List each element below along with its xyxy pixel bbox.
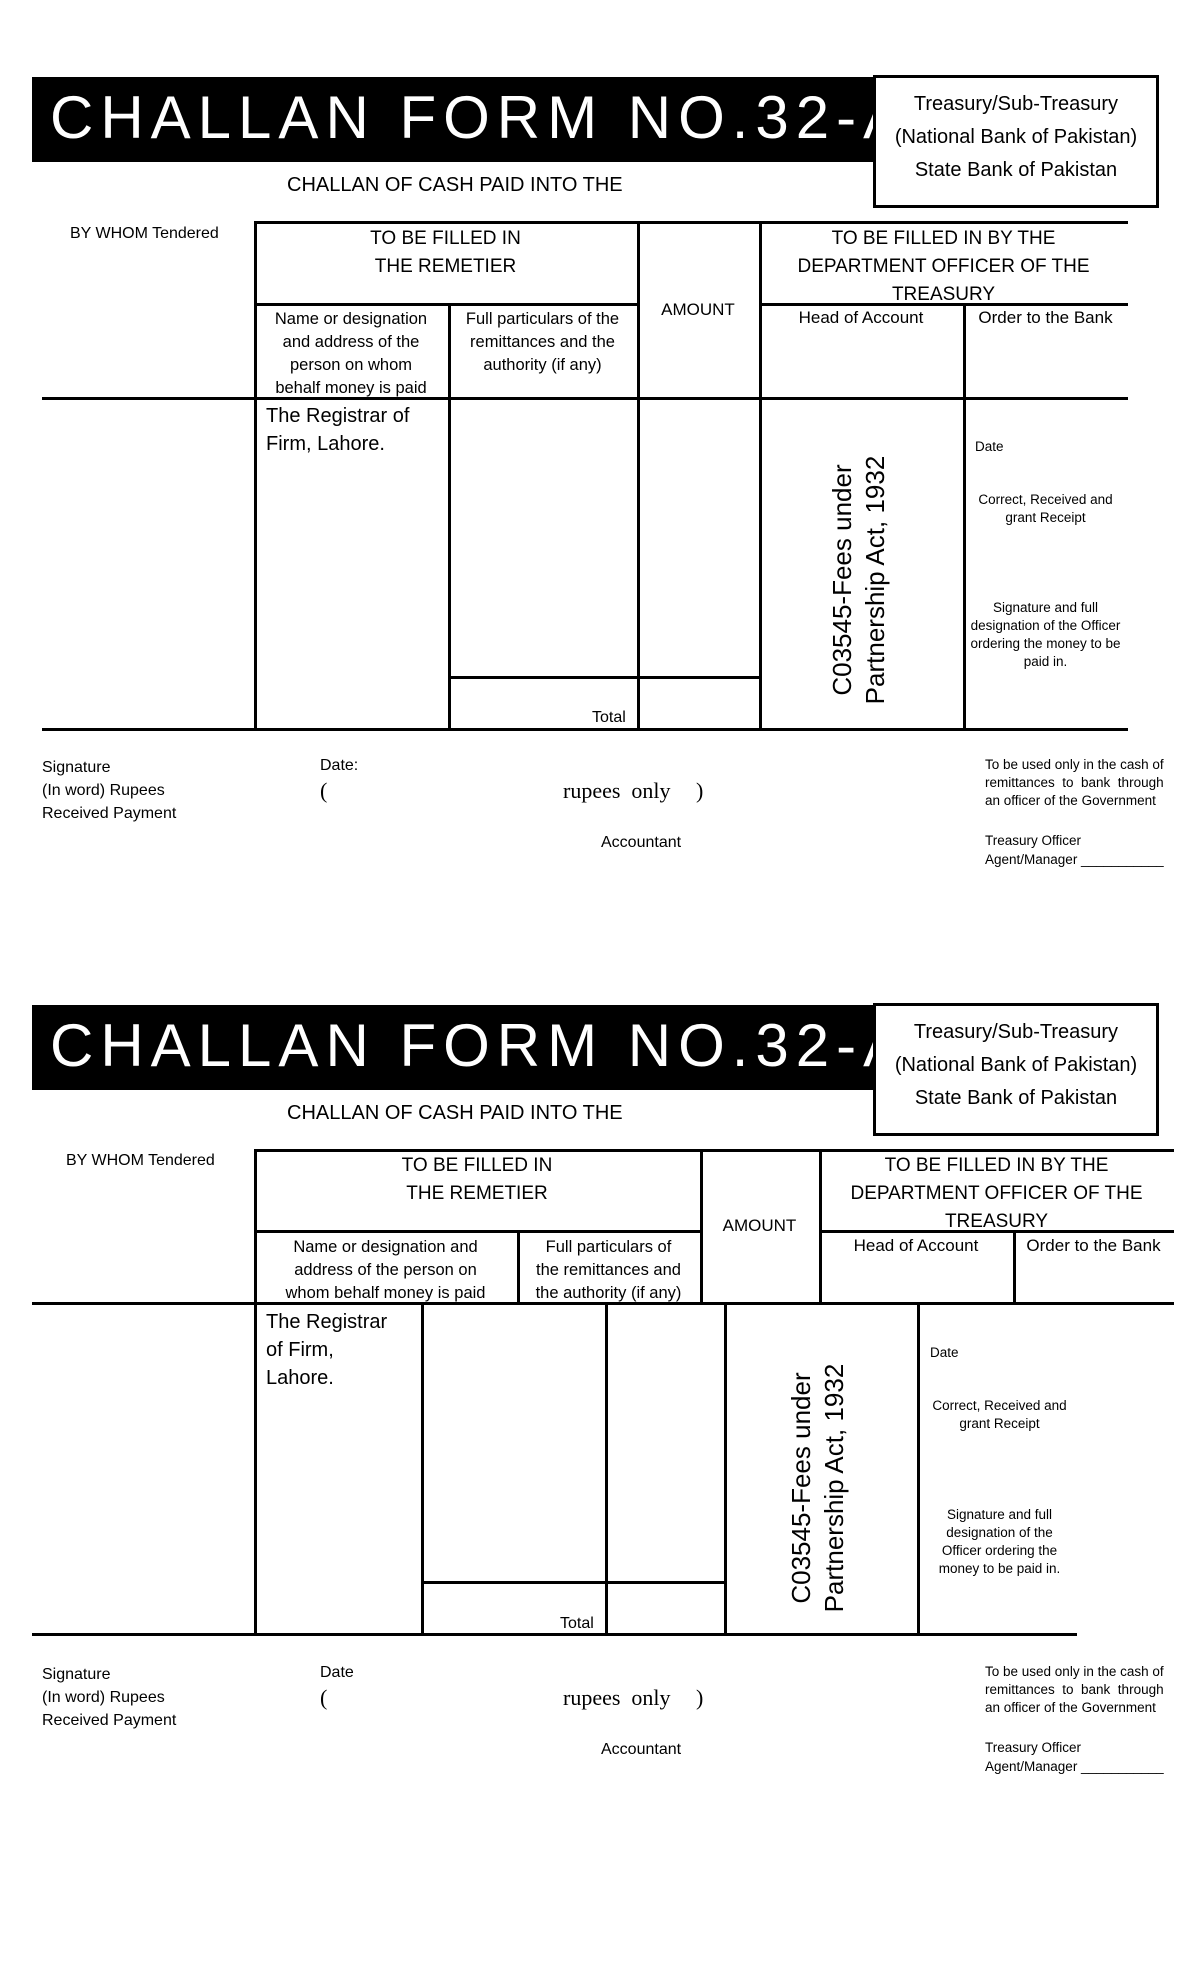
text-line: money to be paid in. (938, 1561, 1061, 1576)
date-field-label: Date: (320, 757, 359, 774)
close-paren: ) (696, 778, 704, 803)
head-code-line: Partnership Act, 1932 (860, 455, 890, 705)
payee-line: The Registrar (266, 1311, 388, 1333)
heading-line: whom behalf money is paid (285, 1284, 486, 1302)
col-line (254, 221, 257, 730)
treasury-line: (National Bank of Pakistan) (894, 126, 1138, 148)
treasury-line: Treasury/Sub-Treasury (913, 93, 1119, 115)
remitter-heading (254, 1152, 700, 1208)
text-line: an officer of the Government (985, 793, 1156, 808)
close-paren: ) (696, 1685, 704, 1710)
heading-line: address of the person on (294, 1261, 477, 1279)
order-to-bank-heading: Order to the Bank (978, 308, 1113, 327)
heading-line: the remittances and (536, 1261, 681, 1279)
text-line: Signature and full (946, 1507, 1053, 1522)
payee-text (266, 402, 409, 458)
treasury-line: (National Bank of Pakistan) (894, 1054, 1138, 1076)
col-line (254, 1149, 257, 1635)
dept-heading (759, 225, 1128, 309)
treasury-officer-label: Treasury Officer (985, 1740, 1082, 1755)
col-line (637, 221, 640, 730)
challan-form-1 (0, 0, 1200, 900)
treasury-box (873, 75, 1159, 208)
text-line: (In word) Rupees (42, 782, 165, 799)
heading-line: the authority (if any) (535, 1284, 682, 1302)
government-note (985, 756, 1165, 810)
text-line: designation of the Officer (970, 618, 1121, 633)
text-line: To be used only in the cash of (985, 757, 1164, 772)
payee-line: The Registrar of (266, 405, 410, 427)
open-paren: ( (320, 778, 328, 803)
accountant-label: Accountant (601, 834, 682, 851)
head-code-vertical (826, 445, 896, 715)
dept-heading-line: TO BE FILLED IN BY THE (831, 228, 1056, 249)
text-line: Received Payment (42, 1712, 177, 1729)
particulars-column-heading (448, 308, 637, 377)
dept-heading-line: DEPARTMENT OFFICER OF THE (797, 256, 1090, 277)
dept-heading-line: TREASURY (891, 284, 996, 305)
challan-form-2 (0, 928, 1200, 1828)
head-of-account-heading: Head of Account (798, 308, 924, 327)
form-subtitle: CHALLAN OF CASH PAID INTO THE (287, 1102, 623, 1124)
text-line: an officer of the Government (985, 1700, 1156, 1715)
rupees-only: rupees only (563, 1685, 671, 1710)
table-bottom-rule (32, 1633, 1077, 1636)
date-field-label: Date (320, 1664, 354, 1681)
rupees-only: rupees only (563, 778, 671, 803)
treasury-line: State Bank of Pakistan (914, 1087, 1118, 1109)
signature-officer-text (917, 1506, 1082, 1578)
payee-text (266, 1308, 387, 1392)
text-line: To be used only in the cash of (985, 1664, 1164, 1679)
dept-heading-line: DEPARTMENT OFFICER OF THE (850, 1183, 1143, 1204)
col-line (605, 1302, 608, 1635)
table-top-rule (254, 221, 1128, 224)
date-label: Date (930, 1345, 959, 1360)
text-line: remittances to bank through (985, 1682, 1164, 1697)
head-code-vertical (785, 1353, 855, 1623)
text-line: grant Receipt (1005, 510, 1086, 525)
open-paren: ( (320, 1685, 328, 1710)
head-code-line: C03545-Fees under (827, 464, 857, 696)
remitter-heading-line: THE REMETIER (406, 1183, 548, 1204)
dept-heading-line: TO BE FILLED IN BY THE (884, 1155, 1109, 1176)
text-line: Signature (42, 759, 111, 776)
by-whom-label: BY WHOM Tendered (70, 225, 219, 242)
text-line: Signature and full (992, 600, 1099, 615)
signature-block (42, 1663, 176, 1732)
text-line: Officer ordering the (941, 1543, 1058, 1558)
total-rule (448, 676, 759, 679)
heading-line: Full particulars of the (465, 310, 620, 328)
head-code-line: Partnership Act, 1932 (819, 1363, 849, 1613)
heading-line: authority (if any) (483, 356, 602, 374)
amount-heading: AMOUNT (722, 1216, 797, 1235)
heading-line: Name or designation and (293, 1238, 478, 1256)
title-bar (32, 1005, 911, 1090)
text-line: (In word) Rupees (42, 1689, 165, 1706)
signature-block (42, 756, 176, 825)
text-line: Correct, Received and (932, 1398, 1067, 1413)
heading-line: Name or designation (274, 310, 428, 328)
signature-officer-text (963, 599, 1128, 671)
name-column-heading (254, 1236, 517, 1305)
heading-line: remittances and the (470, 333, 615, 351)
amount-heading: AMOUNT (661, 300, 735, 319)
text-line: Correct, Received and (978, 492, 1113, 507)
text-line: paid in. (1023, 654, 1068, 669)
order-to-bank-heading: Order to the Bank (1026, 1236, 1161, 1255)
text-line: grant Receipt (959, 1416, 1040, 1431)
treasury-box (873, 1003, 1159, 1136)
agent-manager-field[interactable]: Agent/Manager ___________ (985, 852, 1164, 867)
dept-heading-line: TREASURY (944, 1211, 1049, 1232)
heading-line: person on whom (290, 356, 412, 374)
date-label: Date (975, 439, 1004, 454)
form-title: CHALLAN FORM NO.32-A (50, 1012, 911, 1079)
remitter-heading (254, 225, 637, 281)
text-line: ordering the money to be (970, 636, 1121, 651)
dept-heading (819, 1152, 1174, 1236)
total-rule (421, 1581, 724, 1584)
head-of-account-heading: Head of Account (853, 1236, 979, 1255)
remitter-divider (254, 303, 637, 306)
payee-line: of Firm, (266, 1339, 334, 1361)
total-label: Total (592, 709, 626, 726)
treasury-line: Treasury/Sub-Treasury (913, 1021, 1119, 1043)
form-title: CHALLAN FORM NO.32-A (50, 84, 911, 151)
remitter-divider (254, 1230, 700, 1233)
accountant-label: Accountant (601, 1741, 682, 1758)
treasury-officer-label: Treasury Officer (985, 833, 1082, 848)
head-code-line: C03545-Fees under (786, 1372, 816, 1604)
treasury-line: State Bank of Pakistan (914, 159, 1118, 181)
col-line (917, 1302, 920, 1635)
total-label: Total (560, 1615, 594, 1632)
correct-received-text (917, 1397, 1082, 1433)
remitter-heading-line: THE REMETIER (374, 256, 517, 277)
government-note (985, 1663, 1165, 1717)
text-line: Signature (42, 1666, 111, 1683)
remitter-heading-line: TO BE FILLED IN (401, 1155, 553, 1176)
heading-line: and address of the (282, 333, 420, 351)
title-bar (32, 77, 911, 162)
particulars-column-heading (517, 1236, 700, 1305)
agent-manager-field[interactable]: Agent/Manager ___________ (985, 1759, 1164, 1774)
col-line (421, 1302, 424, 1635)
form-subtitle: CHALLAN OF CASH PAID INTO THE (287, 174, 623, 196)
heading-line: Full particulars of (545, 1238, 672, 1256)
payee-line: Lahore. (266, 1367, 334, 1389)
remitter-heading-line: TO BE FILLED IN (370, 228, 521, 249)
heading-line: behalf money is paid (275, 379, 427, 397)
by-whom-label: BY WHOM Tendered (66, 1152, 215, 1169)
col-line (724, 1302, 727, 1635)
correct-received-text (963, 491, 1128, 527)
payee-line: Firm, Lahore. (266, 433, 385, 455)
text-line: Received Payment (42, 805, 177, 822)
text-line: remittances to bank through (985, 775, 1164, 790)
name-column-heading (254, 308, 448, 400)
text-line: designation of the (946, 1525, 1053, 1540)
